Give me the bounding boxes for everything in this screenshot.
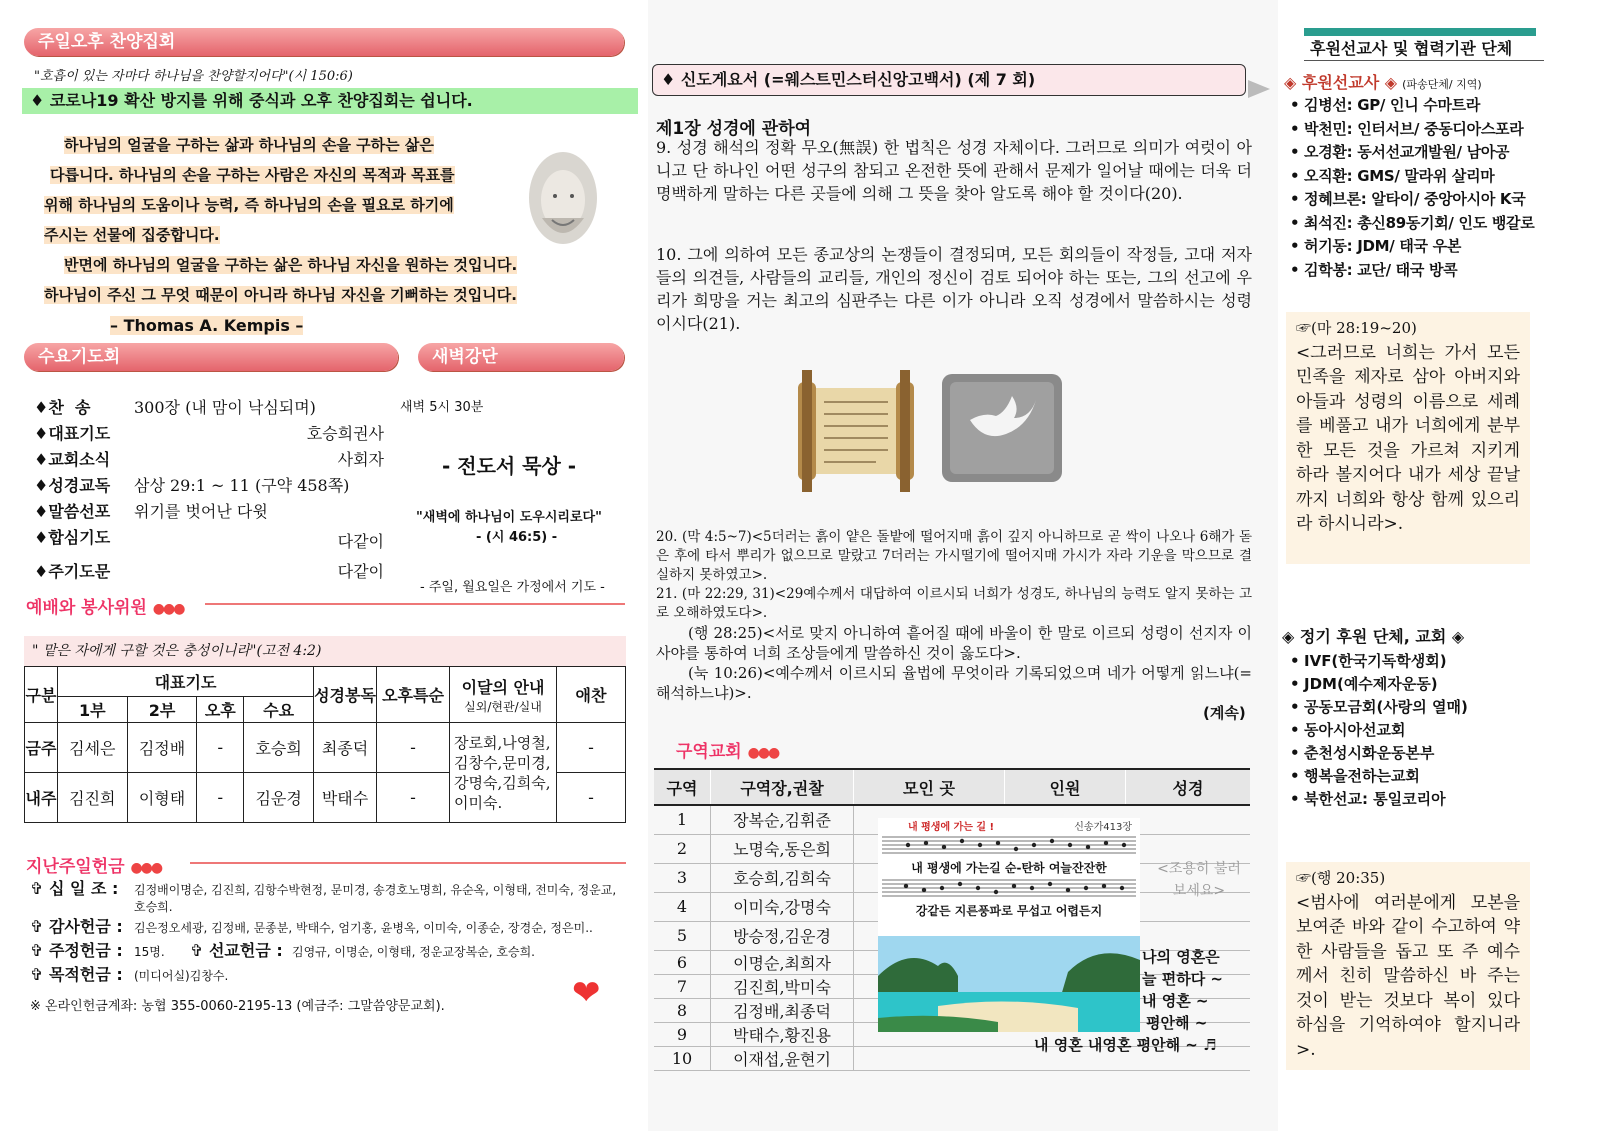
service-title-text: 예배와 봉사위원 <box>26 598 147 618</box>
soul-line: 평안해 ~ <box>1146 1014 1208 1032</box>
th-bible: 성경봉독 <box>314 667 377 723</box>
kempis-line: 주시는 선물에 집중합니다. <box>44 226 220 244</box>
offering-list <box>30 879 630 1015</box>
list-item: • 정혜브론: 알타이/ 중앙아시아 K국 <box>1288 188 1598 212</box>
district-leaders: 노명숙,동은희 <box>711 834 854 863</box>
hymn-title: 내 평생에 가는 길 ! <box>908 822 995 833</box>
dots-icon: ●●● <box>152 601 184 617</box>
th-pm: 오후특순 <box>377 667 450 723</box>
th-sub: 2부 <box>127 697 197 723</box>
left-panel <box>0 0 640 1131</box>
table-row <box>25 723 626 773</box>
soul-line: 나의 영혼은 <box>1142 948 1220 966</box>
header-underline <box>1304 60 1544 61</box>
offering-names: 김영규, 이명순, 이형태, 정운교장복순, 호승희. <box>292 945 535 959</box>
missionaries-subtitle: (파송단체/ 지역) <box>1402 78 1482 91</box>
offering-names: 김정배이명순, 김진희, 김항수박현정, 문미경, 송경호노명희, 유순옥, 이형태, 전미숙, 정운교, 호승희. <box>134 883 617 914</box>
order-value: 위기를 벗어난 다윗 <box>134 502 268 521</box>
verse-ref: ☞(행 20:35) <box>1296 869 1386 887</box>
order-label: ♦성경교독 <box>34 476 111 495</box>
district-leaders: 장복순,김휘준 <box>711 805 854 834</box>
offering-names: (미디어실)김창수. <box>134 969 229 983</box>
scroll-image <box>786 368 926 494</box>
dove-image <box>940 372 1064 484</box>
list-item: • 춘천성시화운동본부 <box>1288 742 1588 765</box>
th-count: 인원 <box>1005 769 1126 805</box>
district-title <box>676 737 778 762</box>
kempis-line: 하나님의 얼굴을 구하는 삶과 하나님의 손을 구하는 삶은 <box>64 136 434 154</box>
dawn-theme: - 전도서 묵상 - <box>442 454 577 478</box>
soul-lyrics <box>1142 946 1223 1034</box>
offering-row <box>30 965 630 998</box>
service-quote-box <box>24 636 626 666</box>
dots-icon: ●●● <box>747 745 779 761</box>
cell: 최종덕 <box>314 723 377 773</box>
cell: 김세은 <box>58 723 128 773</box>
missionaries-heading <box>1284 70 1482 93</box>
th-district: 구역 <box>654 769 711 805</box>
right-panel <box>1280 0 1600 1131</box>
th-month <box>450 667 557 723</box>
paragraph-9: 9. 성경 해석의 정확 무오(無誤) 한 법칙은 성경 자체이다. 그러므로 의미가 여럿이 아니고 단 하나인 어떤 성구의 참되고 온전한 뜻에 관해서 문제가 일어날 때에는 더욱 더 명백하게 말하는 다른 곳들에 의해 그 뜻을 찾아 알도록 해야 할 것이다(20). <box>656 138 1252 203</box>
missionaries-title: ◈ 후원선교사 ◈ <box>1284 73 1398 92</box>
continued-label: (계속) <box>1203 704 1246 722</box>
service-table <box>24 666 626 823</box>
order-label: ♦대표기도 <box>34 424 111 443</box>
divider <box>205 603 625 605</box>
missionary-list <box>1288 94 1598 282</box>
th-sub: 1부 <box>58 697 128 723</box>
district-no: 4 <box>676 897 688 916</box>
offering-label: ✞ 감사헌금 : <box>30 917 123 936</box>
th-sub: 오후 <box>197 697 244 723</box>
row-label: 내주 <box>25 773 58 823</box>
wednesday-title: 수요기도회 <box>24 343 398 371</box>
district-leaders: 이명순,최희자 <box>711 950 854 974</box>
district-leaders: 호승희,김희숙 <box>711 863 854 892</box>
music-staff-icon <box>878 876 1140 898</box>
cell: 김운경 <box>244 773 314 823</box>
cell: 박태수 <box>314 773 377 823</box>
list-item: • 김학봉: 교단/ 태국 방콕 <box>1288 259 1598 283</box>
list-item: • IVF(한국기독학생회) <box>1288 650 1588 673</box>
verse-text: <그러므로 너희는 가서 모든 민족을 제자로 삼아 아버지와 아들과 성령의 이름으로 세례를 베풀고 내가 너희에게 분부한 모든 것을 가르쳐 지키게 하라 볼지어다 내가 세상 끝날까지 너희와 항상 함께 있으리라 하시니라>. <box>1296 342 1520 534</box>
online-account: ※ 온라인헌금계좌: 농협 355-0060-2195-13 (예금주: 그말씀양문교회). <box>30 999 445 1014</box>
kempis-author: – Thomas A. Kempis – <box>110 316 304 335</box>
district-no: 2 <box>676 839 688 858</box>
cell: 호승희 <box>244 723 314 773</box>
th-prayer: 대표기도 <box>58 667 314 697</box>
confession-header <box>652 64 1246 96</box>
list-item: • 행복을전하는교회 <box>1288 765 1588 788</box>
order-right: 다같이 <box>337 532 384 551</box>
list-item: • 최석진: 총신89동기회/ 인도 뱅갈로 <box>1288 212 1598 236</box>
district-no: 1 <box>676 810 688 830</box>
district-no: 9 <box>676 1024 688 1044</box>
verse-text: <범사에 여러분에게 모본을 보여준 바와 같이 수고하여 약한 사람들을 돕고 또 주 예수께서 친히 말씀하신 바 주는 것이 받는 것보다 복이 있다 하심을 기억하여야 할지니라>. <box>1296 892 1520 1060</box>
district-no: 10 <box>671 1048 693 1068</box>
verse-ref: ☞(마 28:19~20) <box>1296 319 1417 337</box>
district-no: 5 <box>676 926 688 945</box>
row-label: 금주 <box>25 723 58 773</box>
sing-prompt: <조용히 불러보세요> <box>1157 861 1241 899</box>
dawn-verse: "새벽에 하나님이 도우시리로다" <box>416 510 602 525</box>
offering-names: 15명. <box>134 945 165 959</box>
order-label: ♦주기도문 <box>34 562 111 581</box>
order-label: ♦찬 송 <box>34 398 91 417</box>
order-right: 호승희권사 <box>306 424 384 443</box>
district-no: 3 <box>676 868 688 887</box>
cell: - <box>377 773 450 823</box>
hymn-lyric: 내 평생에 가는길 순-탄하 여늘잔잔한 <box>911 861 1107 875</box>
middle-panel <box>648 0 1278 1131</box>
month-guide: 장로회,나영철,김창수,문미경,강명숙,김희숙,이미숙. <box>450 723 557 823</box>
district-no: 6 <box>676 952 688 972</box>
kempis-line: 위해 하나님의 도움이나 능력, 즉 하나님의 손을 필요로 하기에 <box>44 196 454 214</box>
district-leaders: 김정배,최종덕 <box>711 998 854 1022</box>
kempis-line: 하나님이 주신 그 무엇 때문이 아니라 하나님 자신을 기뻐하는 것입니다. <box>44 286 517 304</box>
afternoon-title: 주일오후 찬양집회 <box>24 28 624 56</box>
service-quote: " 맡은 자에게 구할 것은 충성이니라"(고전 4:2) <box>32 643 322 659</box>
cell: - <box>377 723 450 773</box>
th-leaders: 구역장,권찰 <box>711 769 854 805</box>
list-item: • 박천민: 인터서브/ 중동디아스포라 <box>1288 118 1598 142</box>
cell: 이형태 <box>127 773 197 823</box>
th-month-sub: 실외/현관/실내 <box>464 699 542 714</box>
district-title-text: 구역교회 <box>676 742 742 762</box>
district-leaders: 이미숙,강명숙 <box>711 892 854 921</box>
offering-label: ✞ 십 일 조 : <box>30 879 119 898</box>
header-arrow <box>1248 80 1270 98</box>
th-choir: 애찬 <box>557 667 626 723</box>
list-item: • 허기동: JDM/ 태국 우본 <box>1288 235 1598 259</box>
wednesday-order <box>34 395 384 585</box>
cell: 김정배 <box>127 723 197 773</box>
list-item: • 북한선교: 통일코리아 <box>1288 788 1588 811</box>
district-no: 7 <box>676 976 688 996</box>
footnote: (눅 10:26)<예수께서 이르시되 율법에 무엇이라 기록되었으며 네가 어떻게 읽느냐(=해석하느냐)>. <box>656 664 1252 702</box>
list-item: • JDM(예수제자운동) <box>1288 673 1588 696</box>
kempis-line: 다릅니다. 하나님의 손을 구하는 사람은 자신의 목적과 목표를 <box>50 166 455 184</box>
order-right: 사회자 <box>337 450 384 469</box>
org-list <box>1288 650 1588 811</box>
kempis-line: 반면에 하나님의 얼굴을 구하는 삶은 하나님 자신을 원하는 것입니다. <box>64 256 518 274</box>
th-gubun: 구분 <box>25 667 58 723</box>
th-month-label: 이달의 안내 <box>461 677 545 697</box>
order-label: ♦말씀선포 <box>34 502 111 521</box>
hymn-sheet <box>878 818 1140 936</box>
list-item: • 동아시아선교회 <box>1288 719 1588 742</box>
cell: - <box>557 773 626 823</box>
district-no: 8 <box>676 1000 688 1020</box>
th-bible: 성경 <box>1172 778 1204 798</box>
heart-hands-icon: ❤ <box>572 973 601 1013</box>
covid-notice: ♦ 코로나19 확산 방지를 위해 중식과 오후 찬양집회는 쉽니다. <box>22 88 638 114</box>
dawn-note: - 주일, 월요일은 가정에서 기도 - <box>420 580 605 595</box>
soul-line: 늘 편하다 ~ <box>1142 970 1223 988</box>
right-header: 후원선교사 및 협력기관 단체 <box>1310 39 1513 58</box>
verse-box-1 <box>1286 312 1530 564</box>
list-item: • 오직환: GMS/ 말라위 살리마 <box>1288 165 1598 189</box>
soul-line: 내 영혼 ~ <box>1142 992 1209 1010</box>
dawn-title: 새벽강단 <box>418 343 624 371</box>
dots-icon: ●●● <box>130 860 162 876</box>
orgs-title: ◈ 정기 후원 단체, 교회 ◈ <box>1282 627 1465 646</box>
jesus-image <box>520 148 606 256</box>
lagoon-image <box>878 936 1140 1032</box>
footnotes <box>656 528 1252 703</box>
district-leaders: 박태수,황진용 <box>711 1022 854 1046</box>
offering-label: ✞ 목적헌금 : <box>30 965 123 984</box>
cell: 김진희 <box>58 773 128 823</box>
order-label: ♦교회소식 <box>34 450 111 469</box>
footnote: 20. (막 4:5~7)<5더러는 흙이 얕은 돌밭에 떨어지매 흙이 깊지 아니하므로 곧 싹이 나오나 6해가 돋은 후에 타서 뿌리가 없으므로 말랐고 7더러는 가시떨기에 떨어지매 가시가 자라 기운을 막으므로 결실하지 못하였고>. <box>656 529 1252 583</box>
paragraph-10: 10. 그에 의하여 모든 종교상의 논쟁들이 결정되며, 모든 회의들이 작정들, 고대 저자들의 의견들, 사람들의 교리들, 개인의 정신이 검토 되어야 하는 또는, 그의 선고에 우리가 희망을 거는 최고의 심판주는 다른 이가 아니라 오직 성경에서 말씀하시는 성령이시다(21). <box>656 245 1252 333</box>
order-value: 삼상 29:1 ~ 11 (구약 458쪽) <box>134 476 350 495</box>
offering-names: 김은정오세광, 김정배, 문종분, 박태수, 엄기홍, 윤병옥, 이미숙, 이종순, 장경순, 정은미.. <box>134 921 593 935</box>
dawn-time: 새벽 5시 30분 <box>400 400 484 415</box>
list-item: • 오경환: 동서선교개발원/ 남아공 <box>1288 141 1598 165</box>
soul-final: 내 영혼 내영혼 평안해 ~ ♬ <box>1034 1036 1217 1054</box>
district-leaders: 이재섭,윤현기 <box>711 1046 854 1070</box>
offering-title-text: 지난주일헌금 <box>26 857 125 877</box>
district-leaders: 방승정,김운경 <box>711 921 854 950</box>
divider <box>190 862 626 864</box>
hymn-number: 신송가413장 <box>1074 822 1132 833</box>
verse-box-2 <box>1286 862 1530 1070</box>
cell: - <box>197 773 244 823</box>
confession-title: ♦ 신도게요서 (=웨스트민스터신앙고백서) (제 7 회) <box>661 70 1036 89</box>
teal-bar <box>1304 28 1536 36</box>
cell: - <box>197 723 244 773</box>
th-sub: 수요 <box>244 697 314 723</box>
psalm-quote: "호흡이 있는 자마다 하나님을 찬양할지어다"(시 150:6) <box>34 69 353 84</box>
cell: - <box>557 723 626 773</box>
chapter-title: 제1장 성경에 관하여 <box>656 119 812 139</box>
kempis-quote <box>44 134 584 314</box>
music-staff-icon <box>878 833 1140 855</box>
order-right: 다같이 <box>337 562 384 581</box>
offering-row <box>30 879 630 920</box>
dawn-verse-ref: - (시 46:5) - <box>476 530 558 545</box>
hymn-lyric: 강같든 지른풍파로 무섭고 어렵든지 <box>915 904 1103 918</box>
district-leaders: 김진희,박미숙 <box>711 974 854 998</box>
list-item: • 공동모금회(사랑의 열매) <box>1288 696 1588 719</box>
offering-title <box>26 852 161 877</box>
service-title <box>26 593 183 618</box>
offering-label: ✞ 선교헌금 : <box>190 941 283 960</box>
list-item: • 김병선: GP/ 인니 수마트라 <box>1288 94 1598 118</box>
order-value: 300장 (내 맘이 낙심되며) <box>134 398 316 417</box>
th-place: 모인 곳 <box>854 769 1005 805</box>
order-label: ♦합심기도 <box>34 528 111 547</box>
offering-label: ✞ 주정헌금 : <box>30 941 123 960</box>
footnote: (행 28:25)<서로 맞지 아니하여 흩어질 때에 바울이 한 말로 이르되 성령이 선지자 이사야를 통하여 너희 조상들에게 말씀하신 것이 옳도다>. <box>656 624 1252 662</box>
footnote: 21. (마 22:29, 31)<29예수께서 대답하여 이르시되 너희가 성경도, 하나님의 능력도 알지 못하는 고로 오해하였도다>. <box>656 586 1252 621</box>
